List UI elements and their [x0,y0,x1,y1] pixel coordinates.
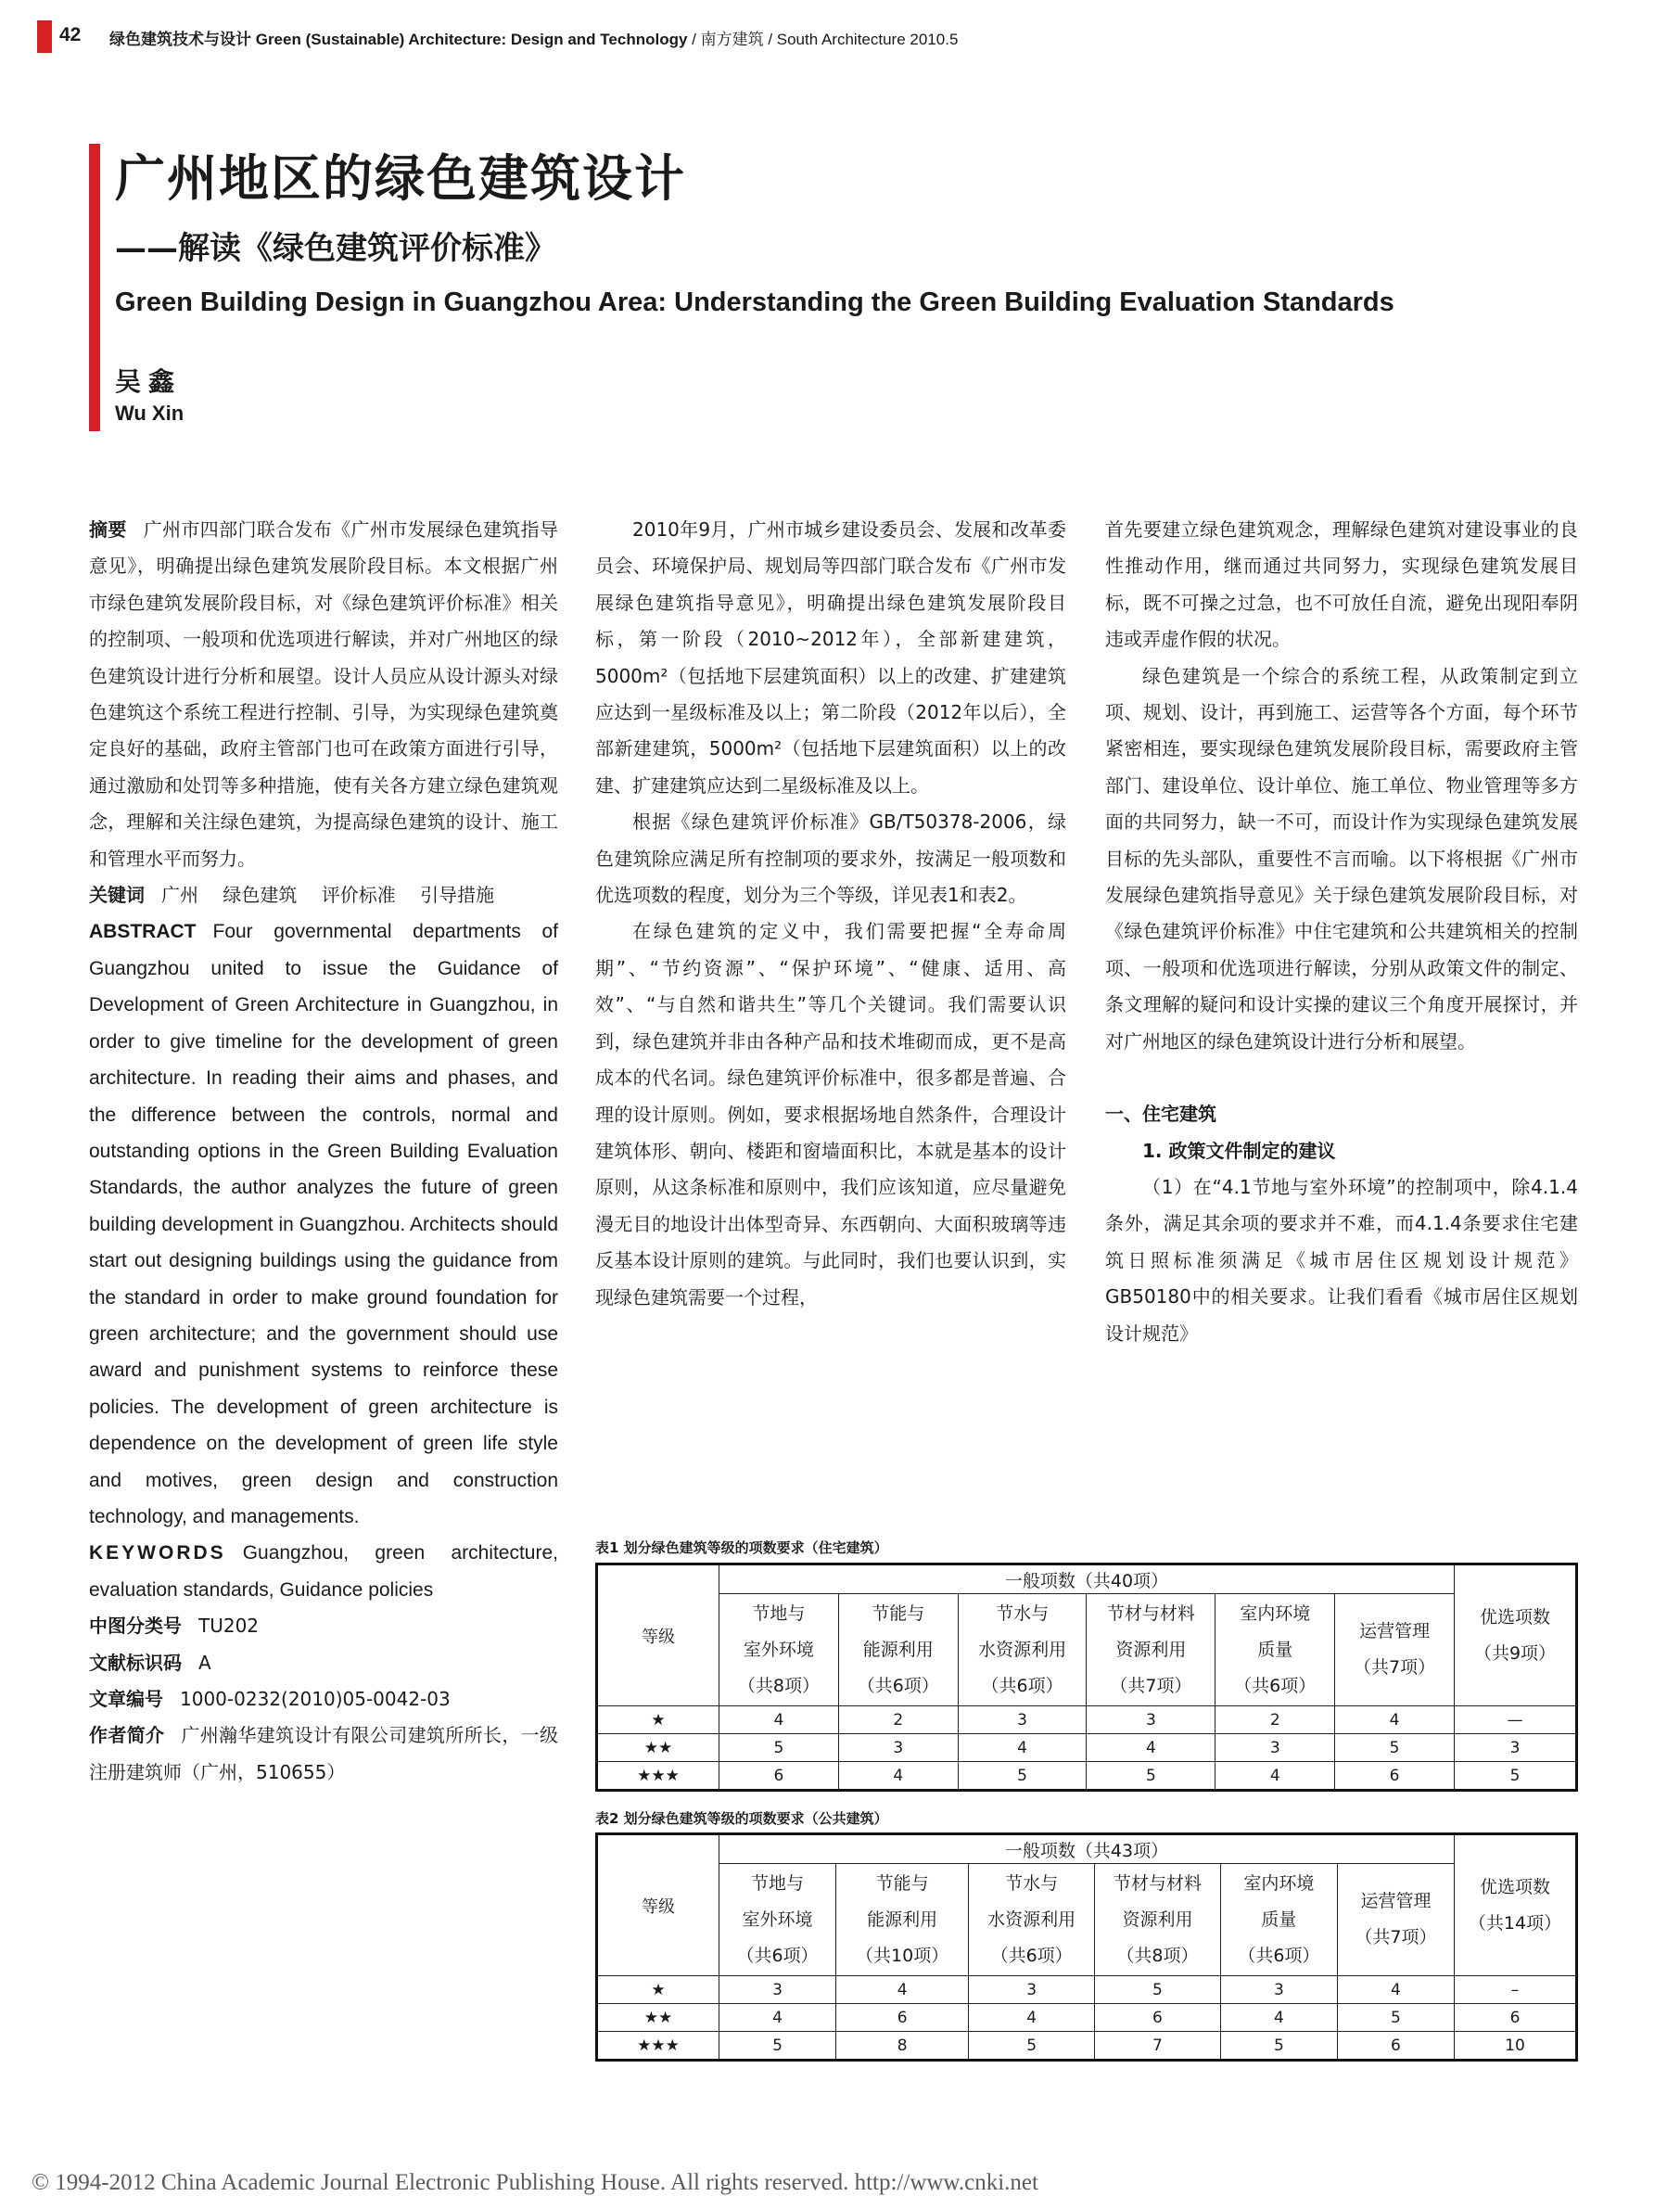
clc-row [89,1608,558,1644]
column-header [958,1594,1087,1706]
article-number-label: 文章编号 [89,1688,163,1710]
column-header-line: 节能与 [875,1872,929,1894]
group-header: 一般项数（共40项） [719,1564,1455,1594]
table-cell: 4 [836,1976,969,2004]
table-cell: 4 [719,2004,836,2032]
grade-cell: ★★★ [597,1762,719,1791]
column-header [969,1864,1095,1976]
column-header-line: 水资源利用 [987,1909,1076,1930]
column-header [836,1864,969,1976]
table-row [597,1734,1577,1762]
column-header-line: 质量 [1261,1909,1297,1930]
keywords-label: 关键词 [89,884,145,907]
grade-cell: ★ [597,1976,719,2004]
column-header-line: 能源利用 [867,1909,938,1930]
table-row [597,1976,1577,2004]
table-cell: 4 [1337,1976,1454,2004]
running-head [109,26,958,49]
grade-cell: ★★★ [597,2032,719,2061]
grade-cell: ★ [597,1706,719,1734]
running-head-title: 绿色建筑技术与设计 Green (Sustainable) Architecture: Design and Technology [109,31,688,48]
column-header-line: （共10项） [856,1945,949,1966]
column-header-line: 室内环境 [1240,1602,1311,1624]
column-header-line: 运营管理 [1360,1891,1432,1911]
column-header-line: 节材与材料 [1106,1602,1195,1624]
column-header-line: 节地与 [751,1872,805,1894]
article-number-row [89,1681,558,1717]
table-cell: 5 [1087,1762,1215,1791]
doc-code-value: A [198,1651,211,1674]
body-paragraph: 2010年9月，广州市城乡建设委员会、发展和改革委员会、环境保护局、规划局等四部门联合发布《广州市发展绿色建筑指导意见》，明确提出绿色建筑发展阶段目标，第一阶段（2010~2012年），全部新建建筑，5000m²（包括地下层建筑面积）以上的改建、扩建建筑应达到一星级标准及以上；第二阶段（2012年以后），全部新建建筑，5000m²（包括地下层建筑面积）以上的改建、扩建建筑应达到二星级标准及以上。 [595,518,1066,797]
column-header-line: （共6项） [857,1675,939,1696]
abstract-text: 广州市四部门联合发布《广州市发展绿色建筑指导意见》，明确提出绿色建筑发展阶段目标。本文根据广州市绿色建筑发展阶段目标，对《绿色建筑评价标准》相关的控制项、一般项和优选项进行解读，并对广州地区的绿色建筑设计进行分析和展望。设计人员应从设计源头对绿色建筑这个系统工程进行控制、引导，为实现绿色建筑奠定良好的基础，政府主管部门也可在政策方面进行引导，通过激励和处罚等多种措施，使有关各方建立绿色建筑观念，理解和关注绿色建筑，为提高绿色建筑的设计、施工和管理水平而努力。 [89,518,559,870]
column-header-line: （共8项） [1116,1945,1199,1966]
table-row [597,2004,1577,2032]
article-number-value: 1000-0232(2010)05-0042-03 [180,1688,451,1710]
column-header-line: 节水与 [1005,1872,1059,1894]
abstract-en-text: Four governmental departments of Guangzhou united to issue the Guidance of Development of Green Architecture in Guangzhou, in order to give timeline for the development of green architecture. In reading their aims and phases, and the difference between the controls, normal and outstanding options in the Green Building Evaluation Standards, the author analyzes the future of green building development in Guangzhou. Architects should start out designing buildings using the guidance from the standard in order to make ground foundation for green architecture; and the government should use award and punishment systems to reinforce these policies. The development of green architecture is dependence on the development of green life style and motives, green design and construction technology, and managements. [89,921,558,1527]
priority-header-line: （共9项） [1473,1642,1557,1664]
body-paragraph: 首先要建立绿色建筑观念，理解绿色建筑对建设事业的良性推动作用，继而通过共同努力，实现绿色建筑发展目标，既不可操之过急，也不可放任自流，避免出现阳奉阴违或弄虚作假的状况。 [1105,518,1578,651]
group-header: 一般项数（共43项） [719,1834,1455,1864]
column-header-line: 节水与 [996,1602,1050,1624]
journal-info: / 南方建筑 / South Architecture 2010.5 [687,31,959,48]
table-header-row [597,1834,1577,1864]
column-header [1215,1594,1335,1706]
column-header [1087,1594,1215,1706]
table-cell: 6 [719,1762,839,1791]
table-cell: 6 [1455,2004,1577,2032]
abstract-cn [89,512,558,877]
column-header-line: 质量 [1257,1639,1293,1660]
keywords-en [89,1535,558,1608]
table-cell: 5 [719,1734,839,1762]
column-header-line: （共8项） [737,1675,820,1696]
body-paragraph: 绿色建筑是一个综合的系统工程，从政策制定到立项、规划、设计，再到施工、运营等各个方面，每个环节紧密相连，要实现绿色建筑发展阶段目标，需要政府主管部门、建设单位、设计单位、施工单位、物业管理等多方面的共同努力，缺一不可，而设计作为实现绿色建筑发展目标的先头部队，重要性不言而喻。以下将根据《广州市发展绿色建筑指导意见》关于绿色建筑发展阶段目标，对《绿色建筑评价标准》中住宅建筑和公共建筑相关的控制项、一般项和优选项进行解读，分别从政策文件的制定、条文理解的疑问和设计实操的建议三个角度开展探讨，并对广州地区的绿色建筑设计进行分析和展望。 [1105,664,1578,1053]
clc-value: TU202 [198,1615,260,1638]
table-cell: 6 [836,2004,969,2032]
table-cell: 5 [1335,1734,1455,1762]
column-header-line: 节能与 [872,1602,925,1624]
table-cell: — [1455,1706,1577,1734]
header-accent-bar [37,20,52,53]
column-header-line: 资源利用 [1115,1639,1187,1660]
author-bio-value: 广州瀚华建筑设计有限公司建筑所所长，一级注册建筑师（广州，510655） [89,1724,559,1783]
grade-cell: ★★ [597,2004,719,2032]
table-cell: 6 [1337,2032,1454,2061]
copyright-footer: © 1994-2012 China Academic Journal Electronic Publishing House. All rights reserved. http://www.cnki.net [32,2170,1038,2195]
article-title-en: Green Building Design in Guangzhou Area: Understanding the Green Building Evaluation Standards [115,287,1394,317]
keywords-cn [89,877,558,913]
keywords-en-text: Guangzhou, green architecture, evaluation standards, Guidance policies [89,1542,558,1601]
column-header-line: 节地与 [752,1602,806,1624]
author-bio-row [89,1717,558,1791]
article-title: 广州地区的绿色建筑设计 [115,149,686,208]
doc-code-row [89,1645,558,1681]
article-subtitle: ——解读《绿色建筑评价标准》 [115,230,556,267]
table-cell: 3 [969,1976,1095,2004]
column-header [719,1594,839,1706]
keywords-text: 广州 绿色建筑 评价标准 引导措施 [161,884,495,907]
table-cell: 8 [836,2032,969,2061]
section-gap [1105,1060,1578,1096]
table-cell: 3 [1220,1976,1337,2004]
author-bio-label: 作者简介 [89,1724,165,1747]
table-cell: 10 [1455,2032,1577,2061]
subsection-heading: 1. 政策文件制定的建议 [1142,1139,1336,1162]
abstract-en [89,913,558,1535]
table-cell: 4 [719,1706,839,1734]
table-cell: 3 [958,1706,1087,1734]
table-cell: 5 [958,1762,1087,1791]
table-cell: 3 [719,1976,836,2004]
column-header-line: 室外环境 [742,1909,813,1930]
body-paragraph: （1）在“4.1节地与室外环境”的控制项中，除4.1.4条外，满足其余项的要求并不难，而4.1.4条要求住宅建筑日照标准须满足《城市居住区规划设计规范》GB50180中的相关要求。让我们看看《城市居住区规划设计规范》 [1105,1175,1578,1345]
column-header-line: （共7项） [1355,1927,1437,1947]
column-header-line: 资源利用 [1122,1909,1193,1930]
table-cell: 4 [958,1734,1087,1762]
table-row [597,1706,1577,1734]
section-heading: 一、住宅建筑 [1105,1103,1216,1126]
table-cell: 2 [1215,1706,1335,1734]
column-header-line: 节材与材料 [1113,1872,1202,1894]
author-name-cn: 吴鑫 [115,366,183,397]
column-header-line: 能源利用 [862,1639,934,1660]
column-header [1095,1864,1221,1976]
doc-code-label: 文献标识码 [89,1651,182,1674]
column-header-line: 室外环境 [743,1639,814,1660]
table1 [595,1563,1578,1792]
priority-header [1455,1564,1577,1706]
column-header [1335,1594,1455,1706]
column-header-line: 运营管理 [1359,1621,1431,1641]
grade-header: 等级 [597,1834,719,1976]
priority-header-line: （共14项） [1468,1912,1562,1934]
table-cell: 7 [1095,2032,1221,2061]
column-header [1220,1864,1337,1976]
body-paragraph: 在绿色建筑的定义中，我们需要把握“全寿命周期”、“节约资源”、“保护环境”、“健康、适用、高效”、“与自然和谐共生”等几个关键词。我们需要认识到，绿色建筑并非由各种产品和技术堆砌而成，更不是高成本的代名词。绿色建筑评价标准中，很多都是普遍、合理的设计原则。例如，要求根据场地自然条件，合理设计建筑体形、朝向、楼距和窗墙面积比，本就是基本的设计原则，从这条标准和原则中，我们应该知道，应尽量避免漫无目的地设计出体型奇异、东西朝向、大面积玻璃等违反基本设计原则的建筑。与此同时，我们也要认识到，实现绿色建筑需要一个过程， [595,920,1066,1309]
column-header-line: （共6项） [1238,1945,1320,1966]
table-cell: 3 [1455,1734,1577,1762]
column-header-line: （共6项） [981,1675,1063,1696]
table-cell: 5 [969,2032,1095,2061]
column-header-line: （共6项） [736,1945,819,1966]
table2 [595,1832,1578,2062]
column-header [838,1594,958,1706]
table-cell: 3 [1215,1734,1335,1762]
clc-label: 中图分类号 [89,1615,182,1638]
column-header [1337,1864,1454,1976]
table-cell: 5 [1095,1976,1221,2004]
table-cell: 4 [1215,1762,1335,1791]
grade-header: 等级 [597,1564,719,1706]
table-cell: 5 [719,2032,836,2061]
keywords-en-label: KEYWORDS [89,1542,226,1564]
table-cell: – [1455,1976,1577,2004]
author-name-en: Wu Xin [115,402,185,425]
table-cell: 3 [838,1734,958,1762]
table-cell: 3 [1087,1706,1215,1734]
body-column-3 [1105,512,1578,1352]
abstract-en-label: ABSTRACT [89,921,197,943]
grade-cell: ★★ [597,1734,719,1762]
table-cell: 2 [838,1706,958,1734]
table-cell: 5 [1337,2004,1454,2032]
table-header-row [597,1564,1577,1594]
table-cell: 4 [969,2004,1095,2032]
column-header-line: （共6项） [990,1945,1073,1966]
column-header-line: （共6项） [1234,1675,1317,1696]
priority-header [1455,1834,1577,1976]
table-header-row [597,1594,1577,1706]
table-cell: 6 [1335,1762,1455,1791]
table-cell: 6 [1095,2004,1221,2032]
column-header [719,1864,836,1976]
table-cell: 4 [1220,2004,1337,2032]
abstract-label: 摘要 [89,518,127,541]
priority-header-line: 优选项数 [1479,1606,1550,1628]
table-cell: 4 [838,1762,958,1791]
title-accent-bar [89,144,100,431]
table-cell: 5 [1220,2032,1337,2061]
body-paragraph: 根据《绿色建筑评价标准》GB/T50378-2006，绿色建筑除应满足所有控制项的要求外，按满足一般项数和优选项数的程度，划分为三个等级，详见表1和表2。 [595,811,1066,907]
table-row [597,2032,1577,2061]
column-header-line: （共7项） [1354,1657,1436,1678]
table-cell: 4 [1087,1734,1215,1762]
table1-caption: 表1 划分绿色建筑等级的项数要求（住宅建筑） [595,1539,888,1556]
table-cell: 4 [1335,1706,1455,1734]
priority-header-line: 优选项数 [1479,1876,1550,1897]
table-header-row [597,1864,1577,1976]
page-number: 42 [59,24,82,45]
table-cell: 5 [1455,1762,1577,1791]
column-header-line: 室内环境 [1243,1872,1315,1894]
table2-caption: 表2 划分绿色建筑等级的项数要求（公共建筑） [595,1810,888,1827]
table-row [597,1762,1577,1791]
column-header-line: （共7项） [1110,1675,1192,1696]
abstract-column [89,512,558,1791]
body-column-2 [595,512,1066,1316]
column-header-line: 水资源利用 [978,1639,1067,1660]
